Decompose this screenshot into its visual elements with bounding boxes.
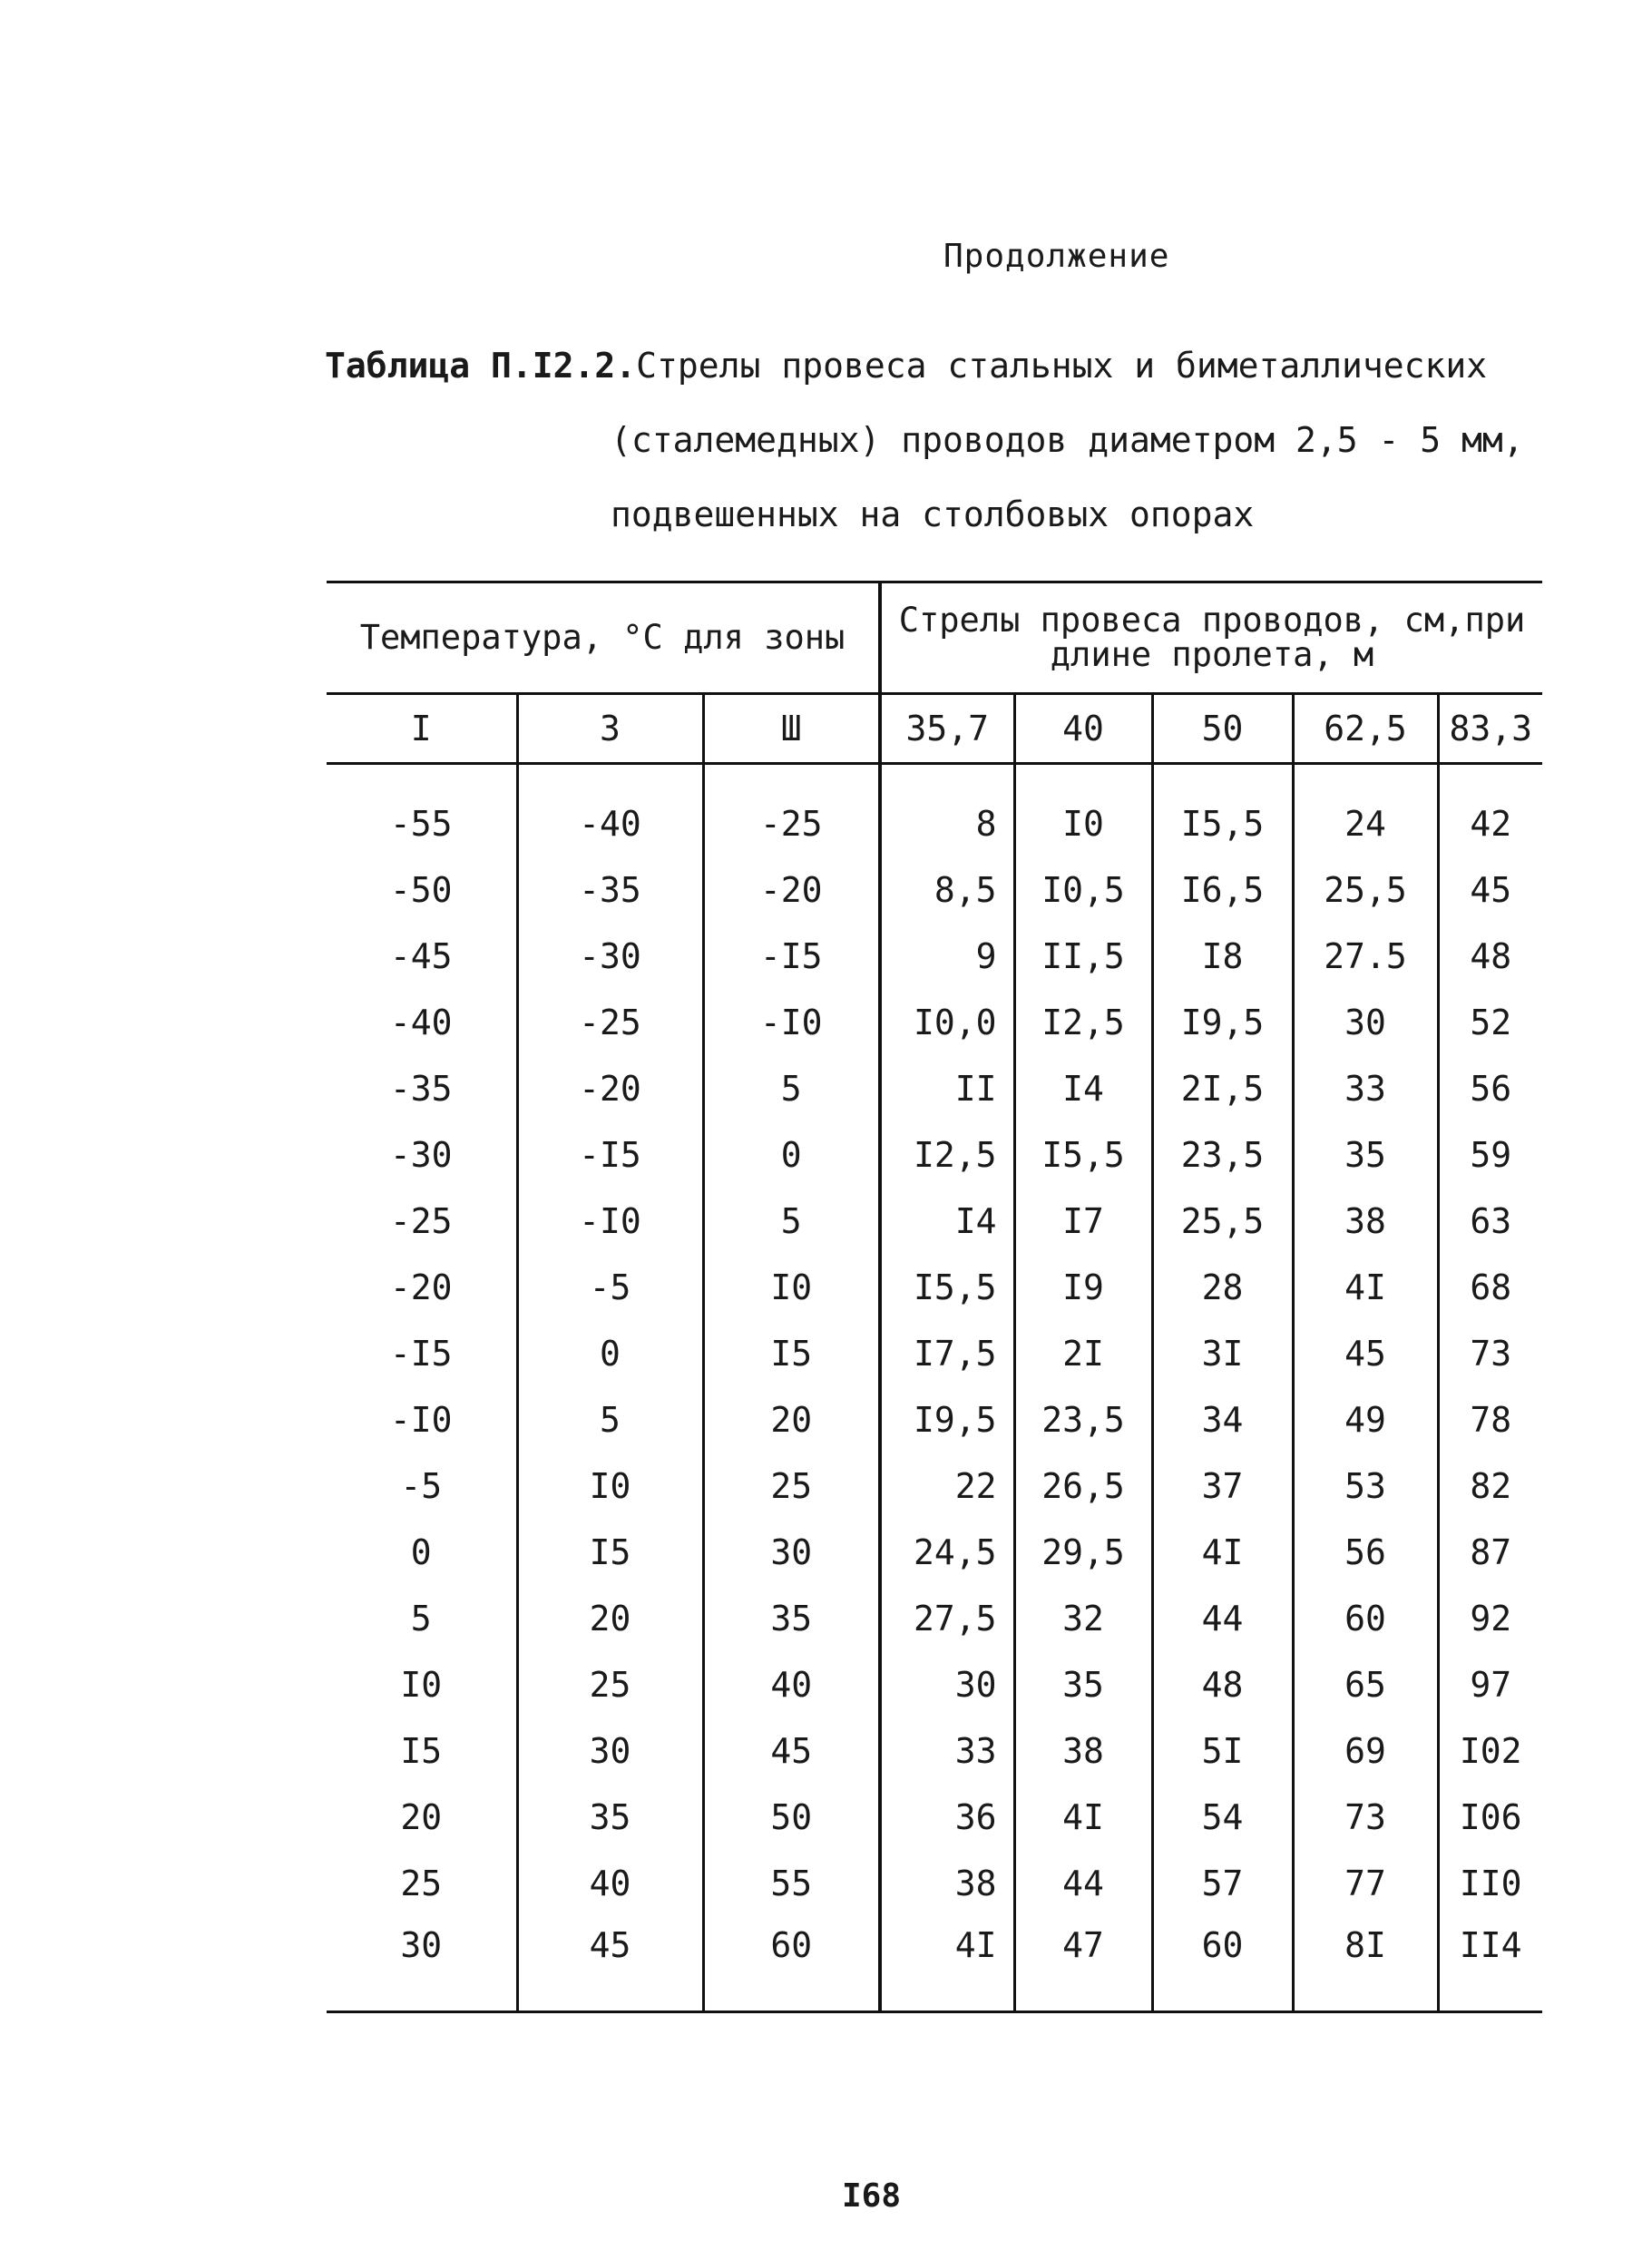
table-cell: 59 xyxy=(1438,1121,1542,1188)
table-cell: 3I xyxy=(1152,1320,1293,1386)
span-header: 40 xyxy=(1014,694,1152,764)
table-cell: 4I xyxy=(1293,1254,1438,1320)
table-row xyxy=(327,1121,1542,1188)
table-cell: -35 xyxy=(389,1068,453,1109)
table-cell: 34 xyxy=(1152,1386,1293,1453)
table-cell: 0 xyxy=(410,1531,432,1572)
table-cell: -35 xyxy=(517,856,703,923)
table-cell: 5 xyxy=(517,1386,703,1453)
table-cell: -20 xyxy=(389,1267,453,1307)
table-cell: I4 xyxy=(880,1188,1014,1254)
table-cell: 49 xyxy=(1293,1386,1438,1453)
table-cell: 35 xyxy=(1014,1651,1152,1717)
table-cell: 25 xyxy=(517,1651,703,1717)
table-cell: 73 xyxy=(1293,1784,1438,1850)
table-cell: 4I xyxy=(1152,1519,1293,1585)
sag-header: Стрелы провеса проводов, см,при длине пролета, м xyxy=(880,582,1542,694)
table-cell: I06 xyxy=(1438,1784,1542,1850)
table-cell: -20 xyxy=(703,856,880,923)
table-cell: -30 xyxy=(389,1134,453,1175)
table-cell: 60 xyxy=(703,1916,880,2012)
table-cell: 35 xyxy=(517,1784,703,1850)
table-cell: 9 xyxy=(880,923,1014,989)
table-cell: I5 xyxy=(703,1320,880,1386)
table-cell: II,5 xyxy=(1014,923,1152,989)
table-cell: I6,5 xyxy=(1152,856,1293,923)
table-cell: I7,5 xyxy=(880,1320,1014,1386)
table-cell: -40 xyxy=(517,790,703,856)
table-cell: 20 xyxy=(517,1585,703,1651)
table-cell: 38 xyxy=(880,1850,1014,1916)
table-row xyxy=(327,790,1542,856)
table-cell: 22 xyxy=(880,1453,1014,1519)
table-cell: 28 xyxy=(1152,1254,1293,1320)
table-cell: I0,5 xyxy=(1014,856,1152,923)
table-cell: 73 xyxy=(1438,1320,1542,1386)
table-row xyxy=(327,1453,1542,1519)
table-cell: 44 xyxy=(1014,1850,1152,1916)
table-cell: 55 xyxy=(703,1850,880,1916)
table-cell: 20 xyxy=(703,1386,880,1453)
table-cell: 30 xyxy=(703,1519,880,1585)
table-cell: 40 xyxy=(517,1850,703,1916)
table-cell: 60 xyxy=(1293,1585,1438,1651)
table-cell: 25,5 xyxy=(1152,1188,1293,1254)
table-cell: 23,5 xyxy=(1014,1386,1152,1453)
table-cell: 8,5 xyxy=(880,856,1014,923)
span-header: 83,3 xyxy=(1438,694,1542,764)
table-cell: I4 xyxy=(1014,1055,1152,1121)
table-cell: 60 xyxy=(1152,1916,1293,2012)
table-cell: 53 xyxy=(1293,1453,1438,1519)
table-cell: 45 xyxy=(1293,1320,1438,1386)
table-row xyxy=(327,1386,1542,1453)
table-cell: 48 xyxy=(1438,923,1542,989)
table-cell: -55 xyxy=(389,803,453,844)
table-cell: I0 xyxy=(400,1664,443,1705)
table-cell: 35 xyxy=(703,1585,880,1651)
table-cell: 68 xyxy=(1438,1254,1542,1320)
table-row xyxy=(327,1916,1542,2012)
table-cell: 23,5 xyxy=(1152,1121,1293,1188)
table-cell: 56 xyxy=(1293,1519,1438,1585)
table-row xyxy=(327,1055,1542,1121)
table-cell: -I0 xyxy=(517,1188,703,1254)
table-cell: 45 xyxy=(703,1717,880,1784)
table-cell: 2I,5 xyxy=(1152,1055,1293,1121)
table-cell: 33 xyxy=(880,1717,1014,1784)
table-cell: 87 xyxy=(1438,1519,1542,1585)
table-cell: 4I xyxy=(1014,1784,1152,1850)
table-cell: 25,5 xyxy=(1293,856,1438,923)
table-cell: 5 xyxy=(703,1188,880,1254)
table-cell: I9 xyxy=(1014,1254,1152,1320)
table-cell: -I5 xyxy=(389,1333,453,1374)
table-row xyxy=(327,1585,1542,1651)
table-cell: 50 xyxy=(703,1784,880,1850)
caption-line-3: подвешенных на столбовых опорах xyxy=(611,494,1255,534)
table-cell: -45 xyxy=(389,935,453,976)
table-cell: -5 xyxy=(400,1465,443,1506)
table-row xyxy=(327,989,1542,1055)
table-cell: -I0 xyxy=(389,1399,453,1440)
table-cell: 4I xyxy=(880,1916,1014,2012)
page-number: I68 xyxy=(841,2177,902,2215)
table-cell: 38 xyxy=(1014,1717,1152,1784)
table-cell: -25 xyxy=(703,790,880,856)
table-cell: 92 xyxy=(1438,1585,1542,1651)
table-cell: 5I xyxy=(1152,1717,1293,1784)
caption-line-1: Стрелы провеса стальных и биметаллических xyxy=(636,346,1488,386)
span-header: 50 xyxy=(1152,694,1293,764)
table-caption xyxy=(325,328,1540,552)
table-cell: II0 xyxy=(1438,1850,1542,1916)
table-cell: I5,5 xyxy=(1152,790,1293,856)
table-cell: 25 xyxy=(400,1863,443,1903)
table-cell: -I5 xyxy=(517,1121,703,1188)
table-cell: I0 xyxy=(703,1254,880,1320)
table-cell: -I5 xyxy=(703,923,880,989)
table-row xyxy=(327,856,1542,923)
table-cell: 27,5 xyxy=(880,1585,1014,1651)
table-row xyxy=(327,1717,1542,1784)
table-cell: I7 xyxy=(1014,1188,1152,1254)
table-row xyxy=(327,1850,1542,1916)
table-cell: 42 xyxy=(1438,790,1542,856)
zone-header: I xyxy=(327,694,517,764)
table-cell: 33 xyxy=(1293,1055,1438,1121)
temperature-header: Температура, °С для зоны xyxy=(327,582,880,694)
table-cell: I0 xyxy=(1014,790,1152,856)
table-cell: 2I xyxy=(1014,1320,1152,1386)
table-cell: 24,5 xyxy=(880,1519,1014,1585)
table-cell: -25 xyxy=(517,989,703,1055)
table-cell: -40 xyxy=(389,1002,453,1042)
table-cell: 47 xyxy=(1014,1916,1152,2012)
table-cell: II xyxy=(880,1055,1014,1121)
table-cell: -25 xyxy=(389,1200,453,1241)
table-cell: 44 xyxy=(1152,1585,1293,1651)
table-cell: 24 xyxy=(1293,790,1438,856)
table-cell: 63 xyxy=(1438,1188,1542,1254)
table-cell: 77 xyxy=(1293,1850,1438,1916)
table-row xyxy=(327,1651,1542,1717)
table-cell: 5 xyxy=(703,1055,880,1121)
table-row xyxy=(327,1519,1542,1585)
table-cell: I5 xyxy=(517,1519,703,1585)
caption-line-2: (сталемедных) проводов диаметром 2,5 - 5 мм, xyxy=(611,420,1524,460)
table-cell: 65 xyxy=(1293,1651,1438,1717)
table-cell: 29,5 xyxy=(1014,1519,1152,1585)
table-cell: I5,5 xyxy=(1014,1121,1152,1188)
table-cell: 20 xyxy=(400,1796,443,1837)
table-cell: 30 xyxy=(880,1651,1014,1717)
span-header: 35,7 xyxy=(880,694,1014,764)
table-cell: 37 xyxy=(1152,1453,1293,1519)
table-cell: 52 xyxy=(1438,989,1542,1055)
table-cell: 8I xyxy=(1293,1916,1438,2012)
table-cell: I2,5 xyxy=(1014,989,1152,1055)
table-cell: 30 xyxy=(1293,989,1438,1055)
table-cell: I0,0 xyxy=(880,989,1014,1055)
table-cell: 45 xyxy=(1438,856,1542,923)
table-cell: 45 xyxy=(517,1916,703,2012)
table-cell: 27.5 xyxy=(1293,923,1438,989)
table-row xyxy=(327,1254,1542,1320)
table-cell: -5 xyxy=(517,1254,703,1320)
table-cell: 38 xyxy=(1293,1188,1438,1254)
table-cell: 30 xyxy=(327,1916,517,2012)
table-cell: II4 xyxy=(1438,1916,1542,2012)
table-cell: 56 xyxy=(1438,1055,1542,1121)
table-cell: -50 xyxy=(389,869,453,910)
table-cell: -20 xyxy=(517,1055,703,1121)
table-cell: 48 xyxy=(1152,1651,1293,1717)
table-row xyxy=(327,1320,1542,1386)
table-cell: I02 xyxy=(1438,1717,1542,1784)
table-row xyxy=(327,1784,1542,1850)
table-cell: 97 xyxy=(1438,1651,1542,1717)
table-number: Таблица П.I2.2. xyxy=(325,346,637,386)
table-cell: I9,5 xyxy=(880,1386,1014,1453)
table-cell: 0 xyxy=(703,1121,880,1188)
table-cell: 26,5 xyxy=(1014,1453,1152,1519)
table-cell: -I0 xyxy=(703,989,880,1055)
table-cell: 8 xyxy=(880,790,1014,856)
table-cell: 0 xyxy=(517,1320,703,1386)
table-cell: 30 xyxy=(517,1717,703,1784)
table-cell: I5 xyxy=(400,1730,443,1771)
table-cell: 40 xyxy=(703,1651,880,1717)
table-cell: 32 xyxy=(1014,1585,1152,1651)
table-cell: I0 xyxy=(517,1453,703,1519)
table-cell: 54 xyxy=(1152,1784,1293,1850)
table-cell: -30 xyxy=(517,923,703,989)
table-cell: 82 xyxy=(1438,1453,1542,1519)
sag-table xyxy=(327,581,1542,2013)
table-cell: I9,5 xyxy=(1152,989,1293,1055)
table-cell: 35 xyxy=(1293,1121,1438,1188)
table-cell: 57 xyxy=(1152,1850,1293,1916)
table-row xyxy=(327,1188,1542,1254)
zone-header: 3 xyxy=(517,694,703,764)
zone-header: Ш xyxy=(703,694,880,764)
table-cell: 5 xyxy=(410,1598,432,1639)
table-row xyxy=(327,923,1542,989)
table-cell: I5,5 xyxy=(880,1254,1014,1320)
table-cell: I8 xyxy=(1152,923,1293,989)
span-header: 62,5 xyxy=(1293,694,1438,764)
table-cell: I2,5 xyxy=(880,1121,1014,1188)
table-cell: 78 xyxy=(1438,1386,1542,1453)
table-cell: 25 xyxy=(703,1453,880,1519)
table-cell: 36 xyxy=(880,1784,1014,1850)
continuation-label: Продолжение xyxy=(943,238,1170,275)
table-cell: 69 xyxy=(1293,1717,1438,1784)
